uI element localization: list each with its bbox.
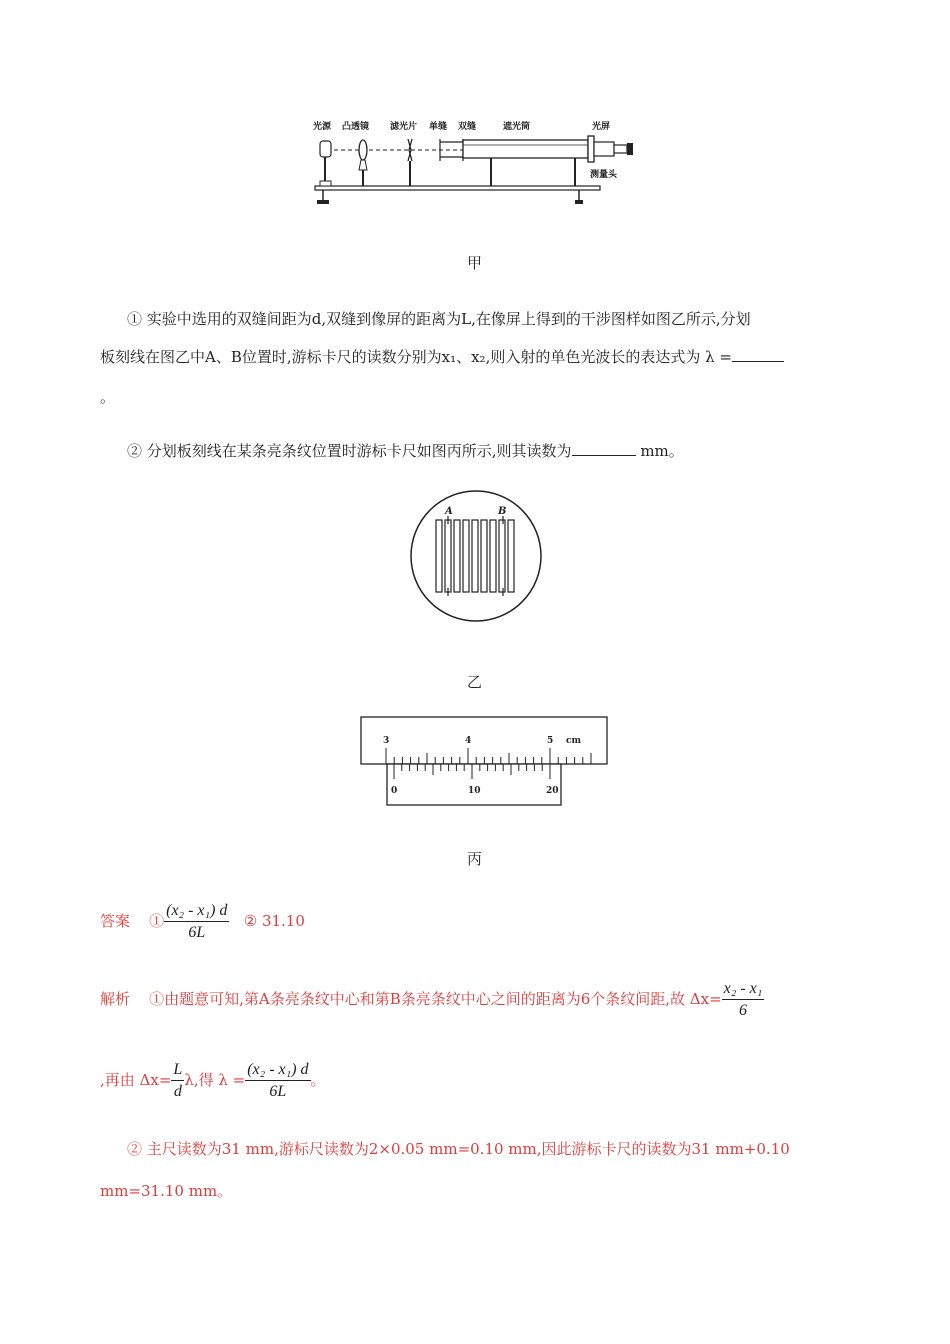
q1-line1: ① 实验中选用的双缝间距为d,双缝到像屏的距离为L,在像屏上得到的干涉图样如图乙所示,分划: [127, 310, 751, 328]
label-light-source: 光源: [313, 122, 332, 132]
answer-frac-num: (x₂ - x₁) d: [164, 901, 229, 922]
analysis-frac1: [722, 979, 765, 1022]
bright-fringe: [472, 520, 478, 592]
answer-label: 答案: [100, 912, 131, 930]
bright-fringe: [445, 520, 451, 592]
main-tick-5: 5: [547, 736, 554, 746]
bright-fringe: [463, 520, 469, 592]
analysis-frac3: [245, 1060, 310, 1103]
analysis-line2: [100, 1058, 326, 1103]
figure-bing-vernier: [360, 716, 610, 808]
vernier-tick-0: 0: [391, 786, 398, 796]
label-single-slit: 单缝: [429, 122, 448, 132]
answer-p1: ①: [149, 912, 165, 930]
caption-bing: 丙: [467, 850, 483, 868]
analysis-frac1-num: x₂ - x₁: [722, 979, 765, 1000]
optical-rail: [315, 186, 600, 190]
analysis-frac2: [171, 1060, 184, 1103]
main-tick-4: 4: [465, 736, 472, 746]
answer-blank-2: [572, 441, 636, 456]
bright-fringe: [481, 520, 487, 592]
analysis-text2c: 。: [310, 1071, 326, 1089]
label-a: A: [445, 506, 453, 517]
answer-blank-1: [732, 347, 784, 362]
caption-jia: 甲: [467, 254, 483, 272]
light-tube-shape: [463, 140, 588, 158]
label-measuring-head: 测量头: [590, 170, 618, 180]
analysis-frac2-den: d: [173, 1082, 182, 1100]
analysis-text2b: λ,得 λ =: [184, 1071, 246, 1089]
analysis-label: 解析: [100, 990, 131, 1008]
analysis-frac1-den: 6: [739, 1001, 747, 1019]
q2-unit: mm。: [640, 442, 684, 460]
bright-fringe: [499, 520, 505, 592]
bright-fringe: [436, 520, 442, 592]
label-filter: 滤光片: [390, 122, 418, 132]
figure-jia-apparatus: [305, 115, 645, 215]
analysis-line4: mm=31.10 mm。: [100, 1182, 233, 1200]
analysis-line3: ② 主尺读数为31 mm,游标尺读数为2×0.05 mm=0.10 mm,因此游标卡尺的读数为31 mm+0.10: [127, 1140, 790, 1158]
caption-yi: 乙: [467, 673, 483, 691]
label-convex-lens: 凸透镜: [342, 122, 370, 132]
light-source-lamp: [320, 141, 331, 157]
analysis-text2a: ,再由 Δx=: [100, 1071, 172, 1089]
bright-fringe: [508, 520, 514, 592]
figure-yi-interference: [408, 488, 544, 624]
label-b: B: [498, 506, 507, 517]
measuring-head-shape: [594, 142, 614, 156]
q1-line3: 。: [100, 388, 116, 406]
q2-text: ② 分划板刻线在某条亮条纹位置时游标卡尺如图丙所示,则其读数为: [127, 442, 572, 460]
unit-cm: cm: [566, 736, 582, 746]
answer-frac-den: 6L: [188, 923, 206, 941]
label-screen: 光屏: [592, 122, 611, 132]
bright-fringe: [454, 520, 460, 592]
answer-block: [100, 899, 305, 944]
vernier-tick-20: 20: [546, 786, 559, 796]
main-tick-3: 3: [383, 736, 390, 746]
analysis-frac3-den: 6L: [269, 1082, 287, 1100]
answer-p2: ② 31.10: [243, 912, 305, 930]
analysis-text1: ①由题意可知,第A条亮条纹中心和第B条亮条纹中心之间的距离为6个条纹间距,故 Δx=: [149, 990, 722, 1008]
screen-shape: [588, 136, 594, 162]
bright-fringe: [490, 520, 496, 592]
convex-lens-shape: [359, 140, 367, 160]
label-double-slit: 双缝: [458, 122, 477, 132]
vernier-scale: [387, 764, 561, 805]
analysis-line1: [100, 977, 764, 1022]
analysis-frac3-num: (x₂ - x₁) d: [245, 1060, 310, 1081]
label-light-tube: 遮光筒: [503, 122, 531, 132]
answer-fraction: [164, 901, 229, 944]
analysis-frac2-num: L: [171, 1060, 184, 1081]
q1-line2: 板刻线在图乙中A、B位置时,游标卡尺的读数分别为x₁、x₂,则入射的单色光波长的表达式为 λ =: [100, 348, 732, 366]
vernier-tick-10: 10: [468, 786, 481, 796]
